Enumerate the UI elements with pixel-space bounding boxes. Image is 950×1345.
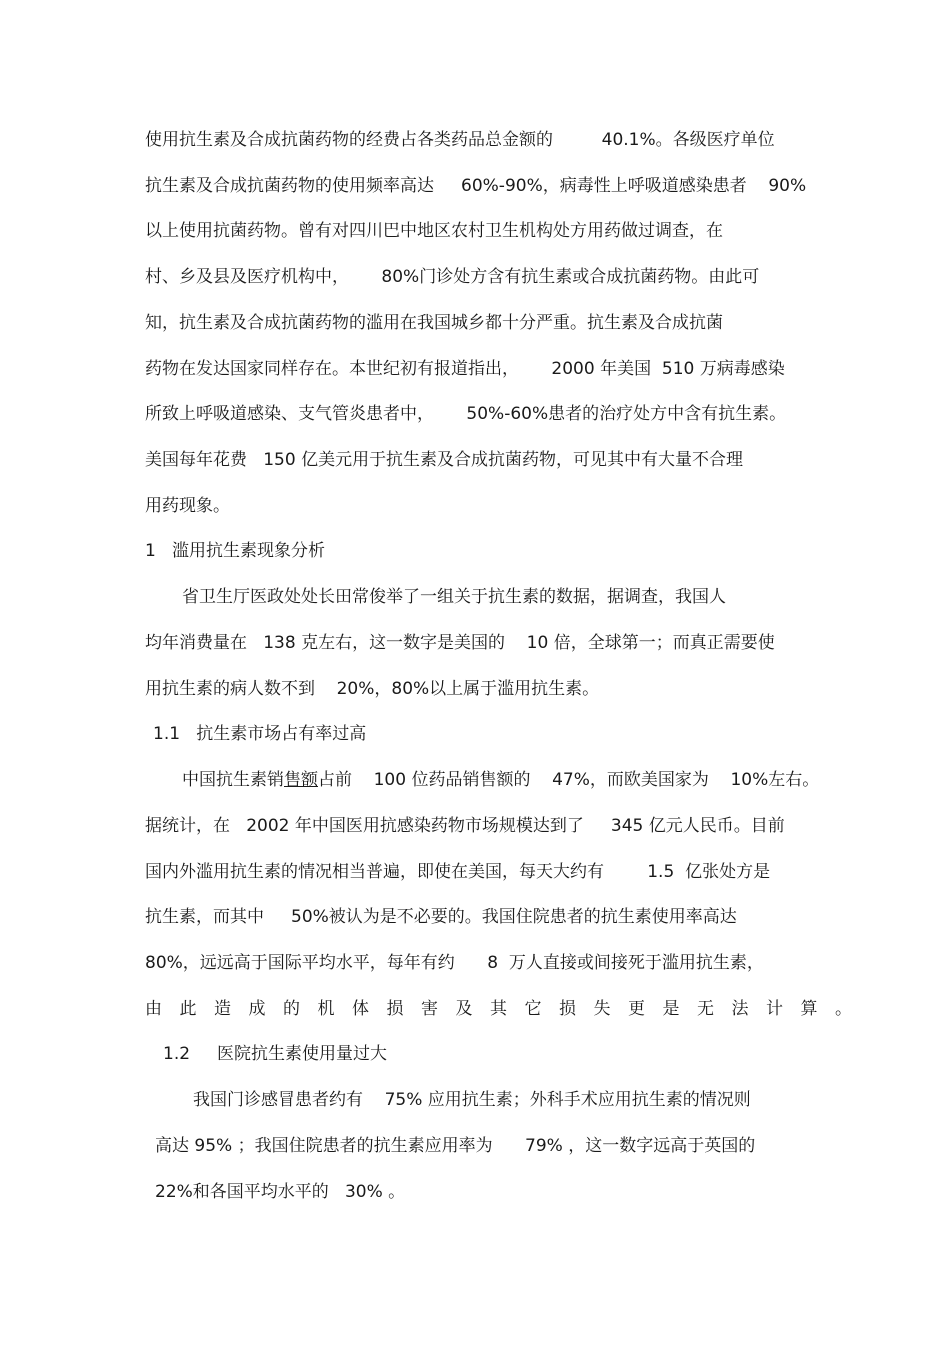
paragraph-line: 所致上呼吸道感染、支气管炎患者中， 50%-60%患者的治疗处方中含有抗生素。 bbox=[145, 404, 787, 424]
paragraph-line: 用药现象。 bbox=[145, 496, 230, 516]
paragraph-line: 使用抗生素及合成抗菌药物的经费占各类药品总金额的 40.1%。各级医疗单位 bbox=[145, 130, 775, 150]
paragraph-line: 用抗生素的病人数不到 20%，80%以上属于滥用抗生素。 bbox=[145, 679, 600, 699]
text-segment: 占前 100 位药品销售额的 47%，而欧美国家为 10%左右。 bbox=[318, 770, 820, 790]
paragraph-line: 抗生素，而其中 50%被认为是不必要的。我国住院患者的抗生素使用率高达 bbox=[145, 907, 737, 927]
paragraph-line: 抗生素及合成抗菌药物的使用频率高达 60%-90%，病毒性上呼吸道感染患者 90% bbox=[145, 176, 807, 196]
paragraph-line: 我国门诊感冒患者约有 75% 应用抗生素；外科手术应用抗生素的情况则 bbox=[193, 1090, 751, 1110]
paragraph-line: 80%，远远高于国际平均水平，每年有约 8 万人直接或间接死于滥用抗生素， bbox=[145, 953, 764, 973]
section-heading-1: 1 滥用抗生素现象分析 bbox=[145, 541, 326, 561]
paragraph-line: 22%和各国平均水平的 30% 。 bbox=[155, 1182, 406, 1202]
section-heading-1-1: 1.1 抗生素市场占有率过高 bbox=[153, 724, 367, 744]
paragraph-line bbox=[182, 768, 819, 792]
paragraph-line: 据统计，在 2002 年中国医用抗感染药物市场规模达到了 345 亿元人民币。目前 bbox=[145, 816, 785, 836]
paragraph-line: 国内外滥用抗生素的情况相当普遍，即使在美国，每天大约有 1.5 亿张处方是 bbox=[145, 862, 771, 882]
paragraph-line: 美国每年花费 150 亿美元用于抗生素及合成抗菌药物，可见其中有大量不合理 bbox=[145, 450, 744, 470]
paragraph-line: 以上使用抗菌药物。曾有对四川巴中地区农村卫生机构处方用药做过调查，在 bbox=[145, 221, 723, 241]
text-segment: 中国抗生素销 bbox=[182, 770, 284, 790]
paragraph-line: 由此造成的机体损害及其它损失更是无法计算。 bbox=[145, 999, 870, 1019]
paragraph-line: 药物在发达国家同样存在。本世纪初有报道指出， 2000 年美国 510 万病毒感染 bbox=[145, 359, 785, 379]
paragraph-line: 村、乡及县及医疗机构中， 80%门诊处方含有抗生素或合成抗菌药物。由此可 bbox=[145, 267, 760, 287]
paragraph-line: 省卫生厅医政处处长田常俊举了一组关于抗生素的数据，据调查，我国人 bbox=[182, 587, 726, 607]
paragraph-line: 均年消费量在 138 克左右，这一数字是美国的 10 倍，全球第一；而真正需要使 bbox=[145, 633, 775, 653]
section-heading-1-2: 1.2 医院抗生素使用量过大 bbox=[163, 1044, 388, 1064]
underlined-text: 售额 bbox=[284, 770, 318, 790]
paragraph-line: 知，抗生素及合成抗菌药物的滥用在我国城乡都十分严重。抗生素及合成抗菌 bbox=[145, 313, 723, 333]
paragraph-line: 高达 95% ；我国住院患者的抗生素应用率为 79% ，这一数字远高于英国的 bbox=[155, 1136, 756, 1156]
